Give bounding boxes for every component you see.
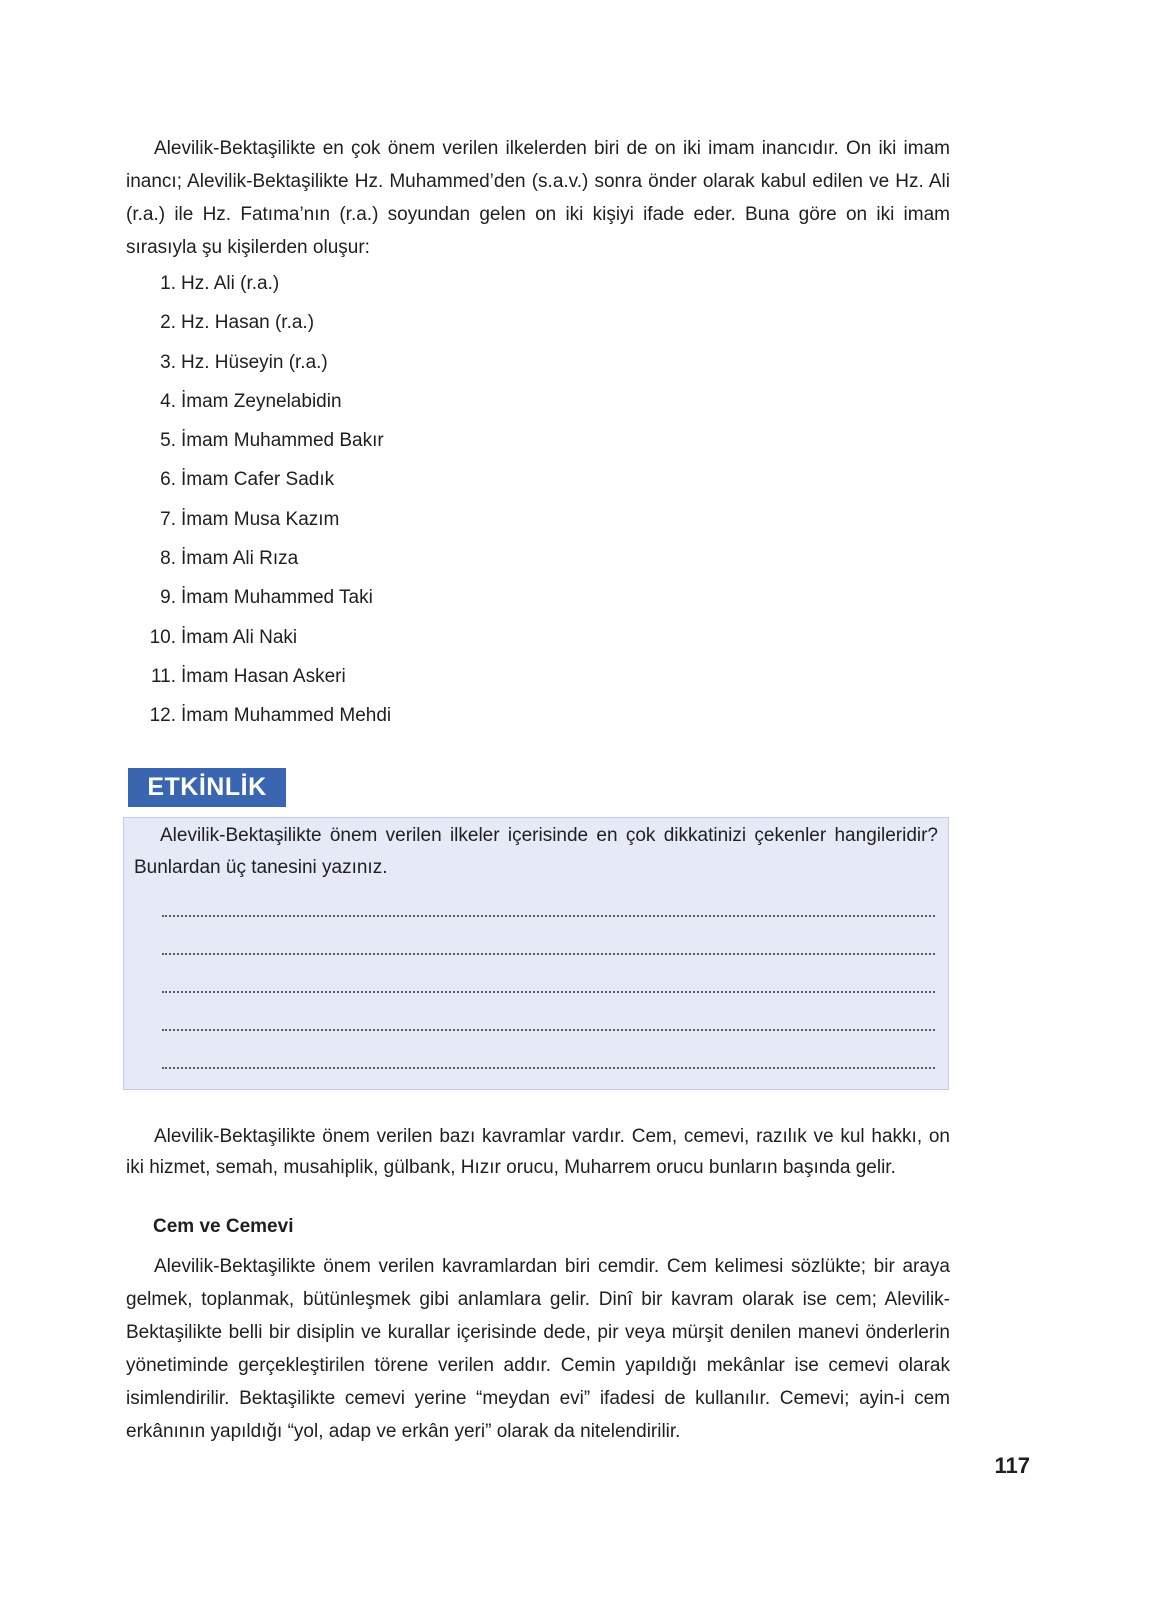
cem-paragraph: Alevilik-Bektaşilikte önem verilen kavramlardan biri cemdir. Cem kelimesi sözlükte; bir araya gelmek, toplanmak, bütünleşmek gibi anlamlara gelir. Dinî bir kavram olarak ise cem; Alevilik- Bektaşilikte belli bir disiplin ve kurallar içerisinde dede, pir veya mürşit denilen manevi önderlerin yönetiminde gerçekleştirilen törene verilen addır. Cemin yapıldığı mekânlar ise cemevi olarak isimlendirilir. Bektaşilikte cemevi yerine “meydan evi” ifadesi de kullanılır. Cemevi; ayin-i cem erkânının yapıldığı “yol, adap ve erkân yeri” olarak da nitelendirilir.	[126, 1256, 950, 1442]
list-item	[126, 310, 726, 349]
list-item-name: İmam Muhammed Mehdi	[181, 705, 392, 727]
answer-line-3[interactable]	[162, 991, 935, 993]
list-item-number: 11.	[150, 665, 176, 687]
answer-line-2[interactable]	[162, 953, 935, 955]
list-item-name: İmam Muhammed Taki	[181, 587, 373, 609]
list-item-number: 4.	[160, 390, 176, 412]
list-item-name: İmam Musa Kazım	[181, 508, 340, 530]
list-item-name: İmam Hasan Askeri	[181, 665, 346, 687]
list-item-number: 2.	[160, 312, 176, 334]
list-item-name: Hz. Hüseyin (r.a.)	[181, 351, 328, 373]
list-item-number: 6.	[160, 469, 176, 491]
list-item	[126, 428, 726, 467]
answer-line-5[interactable]	[162, 1067, 935, 1069]
list-item-number: 3.	[160, 351, 176, 373]
twelve-imams-list	[126, 271, 726, 743]
list-item-name: İmam Ali Rıza	[181, 548, 299, 570]
section-title: Cem ve Cemevi	[153, 1216, 294, 1237]
list-item	[126, 467, 726, 506]
list-item-name: Hz. Hasan (r.a.)	[181, 312, 315, 334]
list-item-number: 9.	[160, 587, 176, 609]
list-item	[126, 546, 726, 585]
list-item-number: 12.	[149, 705, 176, 727]
list-item-number: 10.	[149, 626, 176, 648]
list-item-name: İmam Cafer Sadık	[181, 469, 335, 491]
answer-line-1[interactable]	[162, 915, 935, 917]
list-item-name: İmam Zeynelabidin	[181, 390, 342, 412]
list-item-name: İmam Ali Naki	[181, 626, 298, 648]
answer-line-4[interactable]	[162, 1029, 935, 1031]
list-item	[126, 271, 726, 310]
list-item	[126, 350, 726, 389]
activity-title: ETKİNLİK	[128, 768, 286, 807]
list-item-number: 7.	[160, 508, 176, 530]
list-item-name: Hz. Ali (r.a.)	[181, 273, 280, 294]
list-item-number: 8.	[160, 548, 176, 570]
list-item	[126, 585, 726, 624]
list-item-number: 5.	[160, 430, 176, 452]
list-item	[126, 389, 726, 428]
list-item-number: 1.	[160, 273, 176, 294]
list-item	[126, 664, 726, 703]
activity-box	[123, 817, 949, 1090]
intro-paragraph: Alevilik-Bektaşilikte en çok önem verilen ilkelerden biri de on iki imam inancıdır. On iki imam inancı; Alevilik-Bektaşilikte Hz. Muhammed’den (s.a.v.) sonra önder olarak kabul edilen ve Hz. Ali (r.a.) ile Hz. Fatıma’nın (r.a.) soyundan gelen on iki kişiyi ifade eder. Buna göre on iki imam sırasıyla şu kişilerden oluşur:	[126, 138, 950, 258]
activity-prompt: Alevilik-Bektaşilikte önem verilen ilkeler içerisinde en çok dikkatinizi çekenler hangileridir? Bunlardan üç tanesini yazınız.	[134, 825, 938, 878]
list-item	[126, 703, 726, 742]
concepts-paragraph: Alevilik-Bektaşilikte önem verilen bazı kavramlar vardır. Cem, cemevi, razılık ve kul hakkı, on iki hizmet, semah, musahiplik, gülbank, Hızır orucu, Muharrem orucu bunların başında gelir.	[126, 1126, 950, 1178]
page-number: 117	[994, 1453, 1030, 1478]
list-item	[126, 507, 726, 546]
list-item-name: İmam Muhammed Bakır	[181, 430, 384, 452]
list-item	[126, 625, 726, 664]
